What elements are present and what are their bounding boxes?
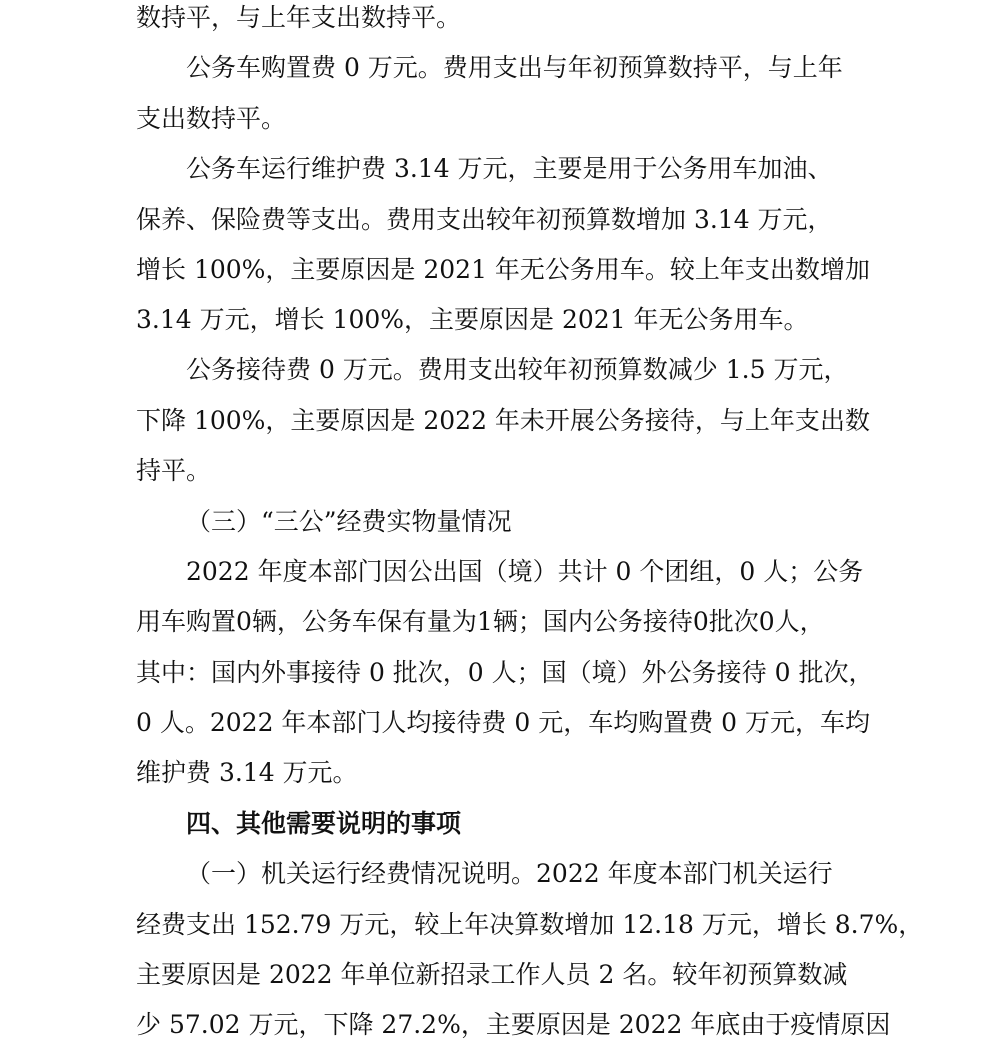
text-line-3: 支出数持平。 bbox=[136, 104, 287, 133]
section-heading-four: 四、其他需要说明的事项 bbox=[186, 809, 462, 838]
text-line-20: 主要原因是 2022 年单位新招录工作人员 2 名。较年初预算数减 bbox=[136, 960, 848, 989]
text-line-14: 其中：国内外事接待 0 批次，0 人；国（境）外公务接待 0 批次， bbox=[136, 658, 874, 687]
text-line-21: 少 57.02 万元，下降 27.2%，主要原因是 2022 年底由于疫情原因 bbox=[136, 1010, 891, 1039]
text-line-18: （一）机关运行经费情况说明。2022 年度本部门机关运行 bbox=[186, 859, 833, 888]
text-line-7: 3.14 万元，增长 100%，主要原因是 2021 年无公务用车。 bbox=[136, 305, 809, 334]
section-heading-three: （三）“三公”经费实物量情况 bbox=[186, 507, 512, 536]
text-line-8: 公务接待费 0 万元。费用支出较年初预算数减少 1.5 万元， bbox=[186, 355, 849, 384]
text-line-1: 数持平，与上年支出数持平。 bbox=[136, 3, 462, 32]
text-line-10: 持平。 bbox=[136, 456, 212, 485]
text-line-16: 维护费 3.14 万元。 bbox=[136, 758, 358, 787]
text-line-15: 0 人。2022 年本部门人均接待费 0 元，车均购置费 0 万元，车均 bbox=[136, 708, 871, 737]
text-line-9: 下降 100%，主要原因是 2022 年未开展公务接待，与上年支出数 bbox=[136, 406, 870, 435]
text-line-4: 公务车运行维护费 3.14 万元，主要是用于公务用车加油、 bbox=[186, 154, 833, 183]
text-line-19: 经费支出 152.79 万元，较上年决算数增加 12.18 万元，增长 8.7%， bbox=[136, 910, 924, 939]
text-line-2: 公务车购置费 0 万元。费用支出与年初预算数持平，与上年 bbox=[186, 53, 843, 82]
text-line-5: 保养、保险费等支出。费用支出较年初预算数增加 3.14 万元， bbox=[136, 205, 833, 234]
text-line-12: 2022 年度本部门因公出国（境）共计 0 个团组，0 人；公务 bbox=[186, 557, 864, 586]
text-line-6: 增长 100%，主要原因是 2021 年无公务用车。较上年支出数增加 bbox=[136, 255, 870, 284]
text-line-13: 用车购置0辆，公务车保有量为1辆；国内公务接待0批次0人， bbox=[136, 607, 825, 636]
